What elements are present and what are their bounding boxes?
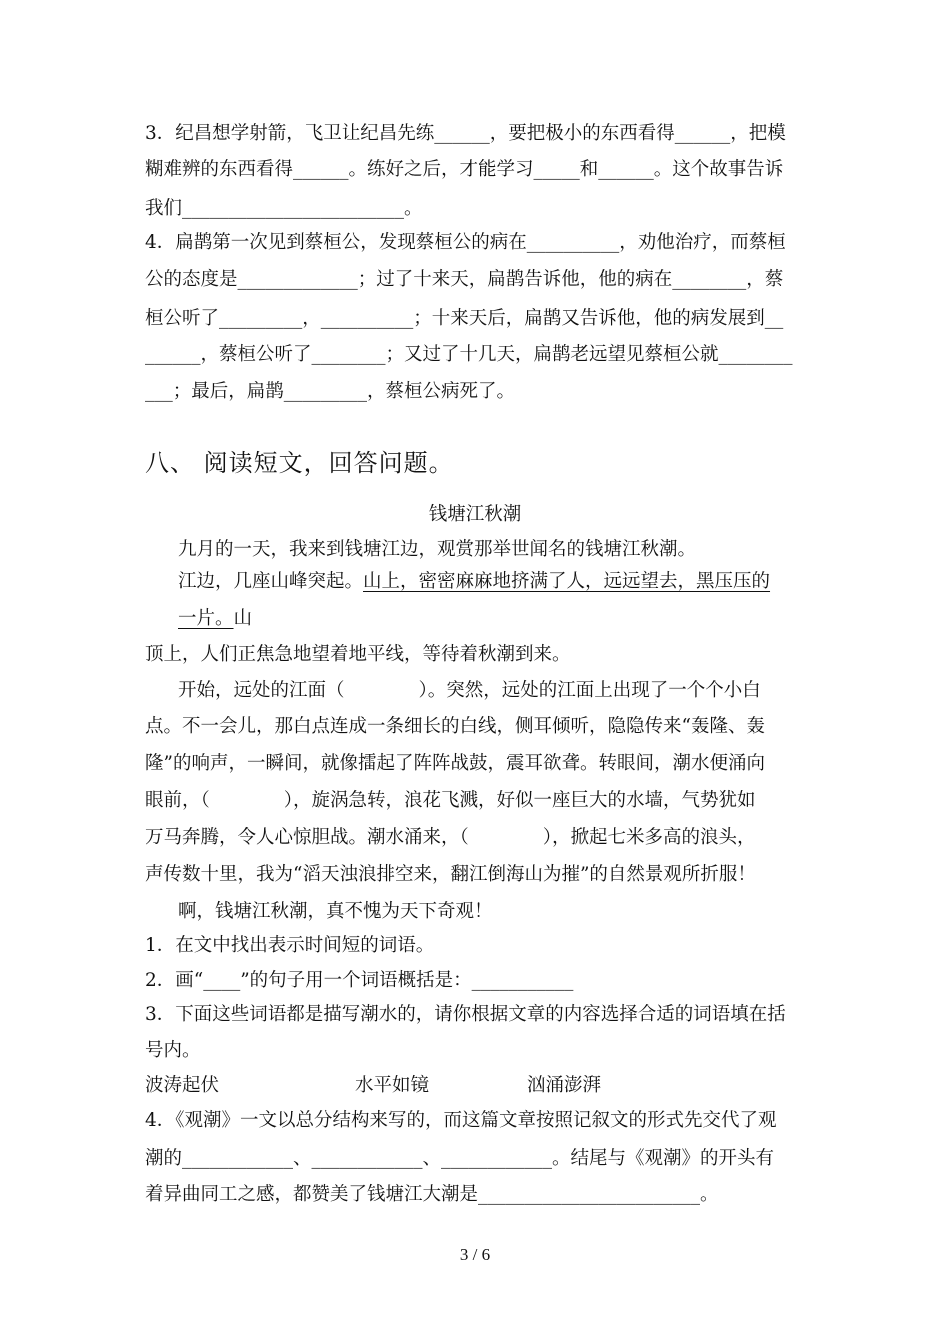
reading-question-4-line-2: 潮的____________、____________、____________。结尾与《观潮》的开头有 (145, 1148, 775, 1169)
reading-question-4-line-3: 着异曲同工之感，都赞美了钱塘江大潮是________________________。 (145, 1184, 719, 1205)
word-option-2: 水平如镜 (355, 1075, 430, 1096)
q3-line-1: 3．纪昌想学射箭，飞卫让纪昌先练______，要把极小的东西看得______，把模 (145, 123, 786, 144)
passage-title: 钱塘江秋潮 (428, 504, 522, 525)
passage-paragraph-2-line-1 (178, 570, 770, 594)
passage-paragraph-2-line-3: 顶上，人们正焦急地望着地平线，等待着秋潮到来。 (145, 644, 571, 665)
reading-question-3-line-1: 3．下面这些词语都是描写潮水的，请你根据文章的内容选择合适的词语填在括 (145, 1004, 786, 1025)
passage-paragraph-1: 九月的一天，我来到钱塘江边，观赏那举世闻名的钱塘江秋潮。 (178, 539, 697, 560)
reading-question-1: 1．在文中找出表示时间短的词语。 (145, 935, 435, 956)
passage-paragraph-3-line-5: 万马奔腾，令人心惊胆战。潮水涌来，（ ），掀起七米多高的浪头， (145, 827, 756, 848)
word-option-1: 波涛起伏 (145, 1075, 220, 1096)
paragraph-2-start: 江边，几座山峰突起。 (178, 571, 364, 592)
q3-line-2: 糊难辨的东西看得______。练好之后，才能学习_____和______。这个故事告诉 (145, 159, 784, 180)
section-heading: 八、 阅读短文，回答问题。 (145, 449, 454, 477)
passage-paragraph-3-line-6: 声传数十里，我为“滔天浊浪排空来，翻江倒海山为摧”的自然景观所折服！ (145, 864, 756, 885)
q4-line-3: 桓公听了_________，__________；十来天后，扁鹊又告诉他，他的病发展到__ (145, 308, 784, 329)
reading-question-3-line-2: 号内。 (145, 1040, 201, 1061)
q4-line-1: 4．扁鹊第一次见到蔡桓公，发现蔡桓公的病在__________，劝他治疗，而蔡桓 (145, 232, 786, 253)
passage-paragraph-3-line-4: 眼前，（ ），旋涡急转，浪花飞溅，好似一座巨大的水墙，气势犹如 (145, 790, 756, 811)
passage-paragraph-4: 啊，钱塘江秋潮，真不愧为天下奇观！ (178, 901, 493, 922)
q3-line-3: 我们________________________。 (145, 198, 423, 219)
reading-question-2: 2．画“____”的句子用一个词语概括是：___________ (145, 970, 574, 991)
passage-paragraph-3-line-3: 隆”的响声，一瞬间，就像擂起了阵阵战鼓，震耳欲聋。转眼间，潮水便涌向 (145, 753, 765, 774)
paragraph-2-after: 山 (233, 608, 253, 629)
q4-line-2: 公的态度是_____________；过了十来天，扁鹊告诉他，他的病在________，蔡 (145, 269, 784, 290)
q4-line-5: ___；最后，扁鹊_________，蔡桓公病死了。 (145, 381, 516, 402)
passage-paragraph-3-line-1: 开始，远处的江面（ ）。突然，远处的江面上出现了一个个小白 (178, 680, 761, 701)
reading-question-4-line-1: 4．《观潮》一文以总分结构来写的，而这篇文章按照记叙文的形式先交代了观 (145, 1110, 777, 1131)
underlined-sentence: 山上，密密麻麻地挤满了人，远远望去，黑压压的 (363, 571, 771, 592)
underlined-sentence-cont: 一片。 (178, 608, 234, 629)
q4-line-4: ______，蔡桓公听了________；又过了十几天，扁鹊老远望见蔡桓公就________ (145, 344, 793, 365)
passage-paragraph-3-line-2: 点。不一会儿，那白点连成一条细长的白线，侧耳倾听，隐隐传来“轰隆、轰 (145, 716, 765, 737)
page-number: 3 / 6 (459, 1245, 491, 1264)
word-option-3: 汹涌澎湃 (527, 1075, 602, 1096)
passage-paragraph-2-line-2 (178, 607, 252, 631)
